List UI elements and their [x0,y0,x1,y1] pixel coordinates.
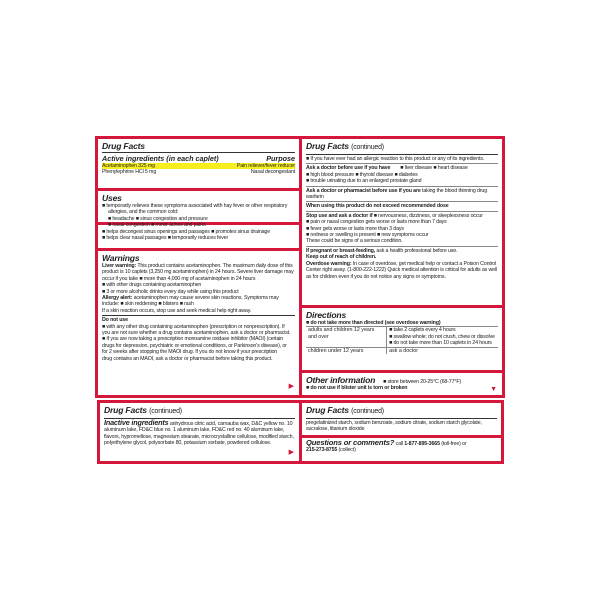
drug-facts-continued-panel [299,400,504,464]
warning-text: drug contains an MAOI, ask a doctor or pharmacist before taking this product. [102,355,273,362]
inactive-ingredients-heading: Inactive ingredients [104,418,169,427]
ingredient-row [102,169,295,175]
drug-facts-panel-left [95,136,302,398]
warning-text: These could be signs of a serious condition. [306,238,403,245]
uses-line: ■ nasal congestion ■ minor aches and pains [108,222,206,229]
other-information-section [302,373,502,395]
questions-text: (toll-free) or [439,441,467,447]
inactive-text: sucralose, titanium dioxide [306,426,365,433]
warning-text: for 2 weeks after stopping the MAOI drug. If you do not know if your prescription [102,349,278,356]
warning-text: In case of overdose, get medical help or contact a Poison Control [351,260,497,267]
warning-text: If a skin reaction occurs, stop use and seek medical help right away. [102,307,252,314]
uses-line: ■ headache ■ sinus congestion and pressure [108,215,208,222]
ingredient-name: Acetaminophen 325 mg [102,163,155,169]
allergy-alert-label: Allergy alert: [102,295,133,302]
uses-line: ■ helps clear nasal passages ■ temporarily reduces fever [102,235,229,242]
continued-label: (continued) [351,144,384,151]
table-cell: ■ take 2 caplets every 4 hours [389,327,456,334]
ask-pharmacist-heading: Ask a doctor or pharmacist before use if you are [306,187,421,194]
phone-number-link[interactable]: 215-273-8755 [306,447,338,454]
pregnant-label: If pregnant or breast-feeding, [306,247,376,254]
table-row [306,327,498,347]
directions-table [306,326,498,354]
directions-heading: Directions [306,310,347,320]
warning-text: ■ 3 or more alcoholic drinks every day while using this product [102,288,239,295]
ingredient-name: Phenylephrine HCl 5 mg [102,169,157,176]
table-cell: ■ do not take more than 10 caplets in 24 hours [389,340,492,347]
warning-text: ■ fever gets worse or lasts more than 3 days [306,225,404,232]
warning-text: ■ high blood pressure ■ thyroid disease ■ diabetes [306,171,418,178]
continue-arrow-icon: ▶ [288,383,294,390]
warnings-continued-section [302,139,502,308]
warning-text: acetaminophen may cause severe skin reactions. Symptoms may [132,295,279,302]
ingredient-purpose: Pain reliever/fever reducer [236,163,295,169]
storage-text: ■ store between 20-25°C (68-77°F) [383,379,462,385]
inactive-section [100,403,299,461]
continued-label: (continued) [351,408,384,415]
warning-text: ■ liver disease ■ heart disease [400,165,468,172]
warnings-heading: Warnings [102,253,140,263]
inactive-text: anhydrous citric acid, carnauba wax, D&C yellow no. 10 [168,421,293,427]
questions-section [302,438,501,461]
uses-line: ■ temporarily relieves these symptoms associated with hay fever or other respiratory [102,203,288,209]
stop-use-heading: Stop use and ask a doctor if [306,212,373,219]
warning-text: ask a health professional before use. [375,247,458,254]
liver-warning-label: Liver warning: [102,263,137,269]
inactive-text: polyethylene glycol, polysorbate 80, potassium sorbate, powdered cellulose. [104,440,272,447]
uses-section [98,188,299,251]
overdose-warning-label: Overdose warning: [306,260,352,267]
active-ingredients-heading: Active ingredients (in each caplet) [102,154,219,163]
warning-text: as for children even if you do not notice any signs or symptoms. [306,273,446,280]
warning-text: ■ redness or swelling is present ■ new symptoms occur [306,232,429,239]
table-cell: ask a doctor [387,347,498,354]
inactive-text: flavors, hypromellose, magnesium stearate, microcrystalline cellulose, modified starch, [104,433,294,440]
inactive-ingredients-panel [97,400,302,464]
uses-line: allergies, and the common cold: [108,209,179,216]
directions-note: ■ do not take more than directed (see overdose warning) [306,320,441,326]
warning-text: Center right away. (1-800-222-1222) Quick medical attention is critical for adults as well [306,267,498,274]
warning-text: ■ with other drugs containing acetaminophen [102,282,202,289]
continued-label: (continued) [149,408,182,415]
inactive-continued-section [302,403,501,438]
drug-facts-title: Drug Facts [104,405,147,415]
warning-text: ■ with any other drug containing acetaminophen (prescription or nonprescription). If [102,323,285,330]
questions-text: call [394,441,405,447]
uses-line: ■ helps decongest sinus openings and passages ■ promotes sinus drainage [102,228,271,235]
ingredient-purpose: Nasal decongestant [250,169,295,176]
inactive-text: pregelatinized starch, sodium benzoate, sodium citrate, sodium starch glycolate, [306,420,482,426]
keep-out-label: Keep out of reach of children. [306,254,377,261]
other-information-heading: Other information [306,375,376,385]
drug-facts-panel-right [299,136,505,398]
warning-text: This product contains acetaminophen. The maximum daily dose of this [136,263,293,269]
warning-text: ■ nervousness, dizziness, or sleeplessness occur [372,212,483,219]
warning-text: you are not sure whether a drug contains acetaminophen, ask a doctor or pharmacist. [102,330,291,337]
table-row [306,347,498,354]
inactive-text: aluminum lake, FD&C blue no. 1 aluminum lake, FD&C red no. 40 aluminum lake, [104,427,285,434]
phone-number-link[interactable]: 1-877-895-3665 [404,441,440,447]
questions-text: (collect) [337,447,356,454]
when-using-heading: When using this product do not exceed recommended dose [306,203,449,210]
questions-heading: Questions or comments? [306,438,395,447]
do-not-use-heading: Do not use [102,317,128,324]
continue-arrow-down-icon: ▼ [490,386,497,393]
uses-heading: Uses [102,193,122,203]
drug-facts-title: Drug Facts [306,141,349,151]
warning-text: occur if you take ■ more than 4,000 mg of acetaminophen in 24 hours [102,275,256,282]
warning-text: ■ If you are now taking a prescription monoamine oxidase inhibitor (MAOI) (certain [102,336,284,343]
warning-text: taking the blood thinning drug warfarin [306,187,487,201]
table-cell: children under 12 years [306,347,387,354]
ask-doctor-heading: Ask a doctor before use if you have [306,165,391,172]
warning-text: ■ If you have ever had an allergic reaction to this product or any of its ingredients. [306,156,485,162]
purpose-heading: Purpose [266,154,295,163]
blister-warning: ■ do not use if blister unit is torn or broken [306,385,408,392]
table-cell: ■ swallow whole; do not crush, chew or dissolve [389,333,495,340]
warning-text: ■ pain or nasal congestion gets worse or lasts more than 7 days [306,219,447,226]
warning-text: ■ trouble urinating due to an enlarged prostate gland [306,178,422,185]
warnings-section [98,251,299,395]
directions-section [302,308,502,373]
warning-text: drugs for depression, psychiatric or emotional conditions, or Parkinson's disease), or [102,342,287,349]
table-cell: adults and children 12 years and over [306,327,387,347]
drug-facts-title: Drug Facts [306,405,349,415]
drug-facts-title: Drug Facts [102,141,145,151]
continue-arrow-icon: ▶ [288,449,294,456]
warning-text: include: ■ skin reddening ■ blisters ■ rash [102,301,194,308]
warning-text: product is 10 caplets (3,250 mg acetaminophen) in 24 hours. Severe liver damage may [102,269,294,276]
